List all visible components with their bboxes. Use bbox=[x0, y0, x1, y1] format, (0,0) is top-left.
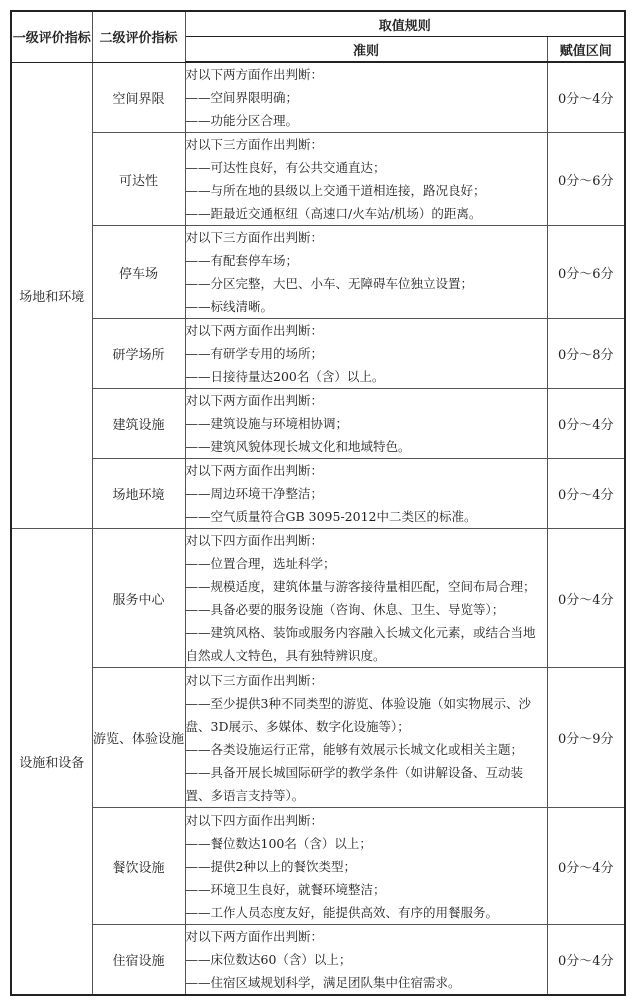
criteria-line: ——空间界限明确； bbox=[185, 90, 299, 105]
criteria-line: 对以下三方面作出判断： bbox=[185, 230, 324, 245]
table-row bbox=[11, 226, 625, 319]
header-level1: 一级评价指标 bbox=[11, 11, 92, 62]
criteria-line: ——建筑设施与环境相协调； bbox=[185, 416, 349, 431]
level2-indicator: 住宿设施 bbox=[92, 925, 185, 996]
evaluation-table bbox=[10, 10, 626, 996]
table-row bbox=[11, 668, 625, 808]
level2-indicator: 餐饮设施 bbox=[92, 808, 185, 925]
criteria-line: 对以下四方面作出判断： bbox=[185, 533, 324, 548]
criteria-line: ——住宿区域规划科学，满足团队集中住宿需求。 bbox=[185, 975, 461, 990]
criteria-line: 对以下三方面作出判断： bbox=[185, 672, 324, 688]
criteria-line: ——标线清晰。 bbox=[185, 299, 274, 314]
score-range: 0分～4分 bbox=[547, 808, 625, 925]
table-row bbox=[11, 62, 625, 133]
table-row bbox=[11, 459, 625, 529]
criteria-cell bbox=[185, 389, 547, 459]
level2-indicator: 研学场所 bbox=[92, 319, 185, 389]
criteria-line: ——空气质量符合GB 3095-2012中二类区的标准。 bbox=[185, 509, 477, 524]
table-row bbox=[11, 529, 625, 668]
criteria-line: ——距最近交通枢纽（高速口/火车站/机场）的距离。 bbox=[185, 206, 482, 221]
level2-indicator: 场地环境 bbox=[92, 459, 185, 529]
criteria-line: ——提供2种以上的餐饮类型； bbox=[185, 858, 356, 874]
header-criteria: 准则 bbox=[185, 37, 547, 63]
table-row bbox=[11, 925, 625, 996]
criteria-cell bbox=[185, 133, 547, 226]
criteria-line: ——餐位数达100名（含）以上； bbox=[185, 835, 372, 851]
criteria-line: ——与所在地的县级以上交通干道相连接，路况良好； bbox=[185, 183, 486, 198]
criteria-line: 对以下两方面作出判断： bbox=[185, 67, 324, 82]
criteria-line: ——建筑风貌体现长城文化和地域特色。 bbox=[185, 439, 411, 454]
criteria-line: 对以下四方面作出判断： bbox=[185, 812, 324, 828]
score-range: 0分～6分 bbox=[547, 226, 625, 319]
criteria-line: 对以下两方面作出判断： bbox=[185, 393, 324, 408]
criteria-cell bbox=[185, 226, 547, 319]
score-range: 0分～4分 bbox=[547, 529, 625, 668]
criteria-cell bbox=[185, 808, 547, 925]
score-range: 0分～4分 bbox=[547, 925, 625, 996]
criteria-line: 对以下两方面作出判断： bbox=[185, 463, 324, 478]
table-body bbox=[11, 62, 625, 995]
level2-indicator: 空间界限 bbox=[92, 62, 185, 133]
criteria-line: ——至少提供3种不同类型的游览、体验设施（如实物展示、沙盘、3D展示、多媒体、数字化设施等）； bbox=[185, 695, 531, 734]
criteria-cell bbox=[185, 319, 547, 389]
level2-indicator: 游览、体验设施 bbox=[92, 668, 185, 808]
table-row bbox=[11, 133, 625, 226]
score-range: 0分～4分 bbox=[547, 62, 625, 133]
header-score-range: 赋值区间 bbox=[547, 37, 625, 63]
criteria-line: ——可达性良好，有公共交通直达； bbox=[185, 160, 386, 175]
criteria-line: 对以下三方面作出判断： bbox=[185, 137, 324, 152]
criteria-cell bbox=[185, 529, 547, 668]
criteria-line: ——环境卫生良好，就餐环境整洁； bbox=[185, 881, 386, 897]
header-value-rules: 取值规则 bbox=[185, 11, 625, 37]
score-range: 0分～4分 bbox=[547, 459, 625, 529]
criteria-line: ——功能分区合理。 bbox=[185, 113, 299, 128]
criteria-cell bbox=[185, 925, 547, 996]
criteria-cell bbox=[185, 459, 547, 529]
level2-indicator: 可达性 bbox=[92, 133, 185, 226]
score-range: 0分～8分 bbox=[547, 319, 625, 389]
level1-indicator: 场地和环境 bbox=[11, 62, 92, 529]
criteria-line: ——有研学专用的场所； bbox=[185, 346, 324, 361]
score-range: 0分～4分 bbox=[547, 389, 625, 459]
criteria-cell bbox=[185, 62, 547, 133]
criteria-line: ——分区完整，大巴、小车、无障碍车位独立设置； bbox=[185, 276, 474, 291]
criteria-line: 对以下两方面作出判断： bbox=[185, 929, 324, 944]
criteria-line: ——有配套停车场； bbox=[185, 253, 299, 268]
criteria-line: ——具备必要的服务设施（咨询、休息、卫生、导览等）； bbox=[185, 602, 505, 617]
criteria-line: ——各类设施运行正常，能够有效展示长城文化或相关主题； bbox=[185, 741, 524, 757]
level2-indicator: 停车场 bbox=[92, 226, 185, 319]
header-level2: 二级评价指标 bbox=[92, 11, 185, 62]
table-row bbox=[11, 389, 625, 459]
level1-indicator: 设施和设备 bbox=[11, 529, 92, 996]
criteria-line: ——周边环境干净整洁； bbox=[185, 486, 324, 501]
criteria-line: ——具备开展长城国际研学的教学条件（如讲解设备、互动装置、多语言支持等）。 bbox=[185, 764, 524, 803]
criteria-cell bbox=[185, 668, 547, 808]
criteria-line: ——位置合理，选址科学； bbox=[185, 556, 336, 571]
criteria-line: 对以下两方面作出判断： bbox=[185, 323, 324, 338]
level2-indicator: 建筑设施 bbox=[92, 389, 185, 459]
score-range: 0分～9分 bbox=[547, 668, 625, 808]
score-range: 0分～6分 bbox=[547, 133, 625, 226]
table-row bbox=[11, 808, 625, 925]
criteria-line: ——建筑风格、装饰或服务内容融入长城文化元素，或结合当地自然或人文特色，具有独特辨识度。 bbox=[185, 625, 536, 663]
criteria-line: ——工作人员态度友好，能提供高效、有序的用餐服务。 bbox=[185, 904, 499, 920]
table-row bbox=[11, 319, 625, 389]
level2-indicator: 服务中心 bbox=[92, 529, 185, 668]
criteria-line: ——日接待量达200名（含）以上。 bbox=[185, 369, 385, 384]
criteria-line: ——规模适度，建筑体量与游客接待量相匹配，空间布局合理； bbox=[185, 579, 536, 594]
criteria-line: ——床位数达60（含）以上； bbox=[185, 952, 352, 967]
